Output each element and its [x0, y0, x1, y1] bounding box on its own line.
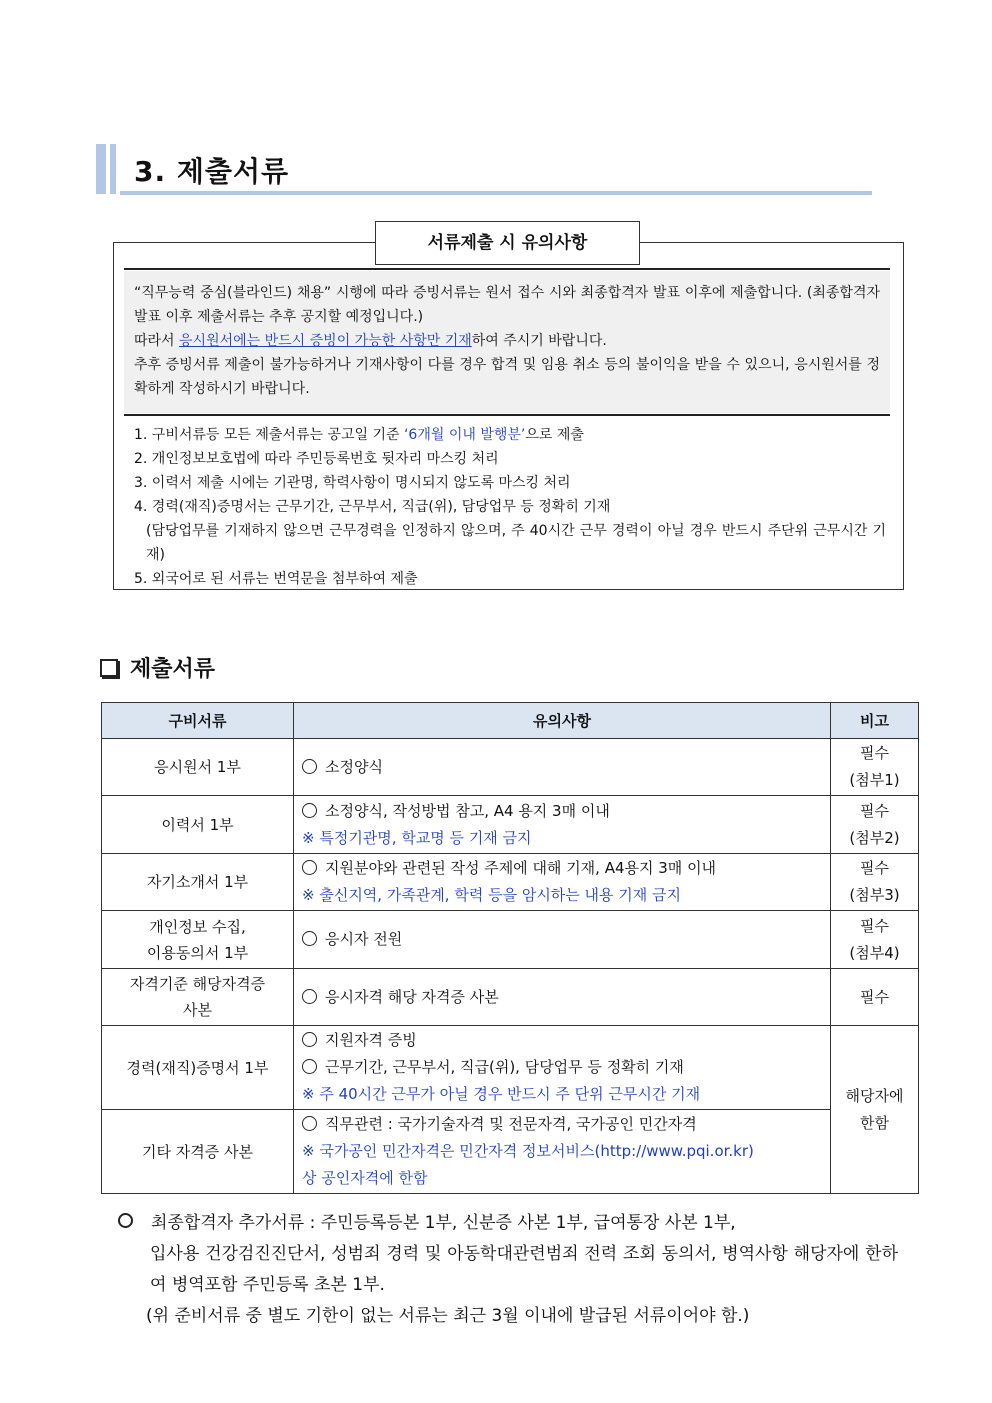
remark-cell: [831, 1026, 919, 1194]
notice-tab-title: 서류제출 시 유의사항: [375, 221, 640, 265]
text: 최종합격자 추가서류 : 주민등록등본 1부, 신분증 사본 1부, 급여통장 사본 1부,: [151, 1213, 736, 1233]
table-row: [102, 969, 919, 1026]
checkbox-square-icon: [100, 659, 118, 677]
section-title: 3. 제출서류: [134, 155, 290, 188]
warning-line: ※ 국가공인 민간자격은 민간자격 정보서비스(http://www.pqi.or.kr): [302, 1142, 754, 1160]
text: 직무관련 : 국가기술자격 및 전문자격, 국가공인 민간자격: [325, 1115, 697, 1133]
table-row: [102, 1110, 919, 1194]
circle-bullet-icon: [302, 931, 317, 946]
text: 따라서: [134, 333, 180, 349]
header-cell: 구비서류: [102, 703, 294, 739]
doc-cell: 이력서 1부: [102, 796, 294, 854]
text: 필수 (첨부4): [849, 916, 900, 962]
circle-bullet-icon: [302, 1116, 317, 1131]
text: 하여 주시기 바랍니다.: [471, 333, 607, 349]
text: 필수 (첨부1): [849, 744, 900, 789]
notes-cell: [294, 1026, 831, 1110]
table-row: [102, 739, 919, 796]
text: 1. 구비서류등 모든 제출서류는 공고일 기준: [134, 427, 404, 443]
final-parenthetical: (위 준비서류 중 별도 기한이 없는 서류는 최근 3월 이내에 발급된 서류이어야 함.): [146, 1306, 750, 1326]
warning-line: 상 공인자격에 한함: [302, 1169, 428, 1187]
notice-list: [134, 423, 894, 591]
notes-cell: [294, 796, 831, 854]
circle-bullet-icon: [302, 1059, 317, 1074]
notes-line: [302, 1111, 830, 1138]
notice-item-2: 2. 개인정보보호법에 따라 주민등록번호 뒷자리 마스킹 처리: [134, 451, 499, 467]
text: 소정양식, 작성방법 참고, A4 용지 3매 이내: [325, 801, 610, 820]
notes-line: [302, 1054, 830, 1081]
text: 자격기준 해당자격증 사본: [129, 975, 266, 1019]
doc-cell: [102, 969, 294, 1026]
circle-bullet-icon: [302, 860, 317, 875]
heading-underline: [120, 191, 872, 195]
final-note: [118, 1208, 898, 1332]
notes-line: [302, 1027, 830, 1054]
warning-line: ※ 출신지역, 가족관계, 학력 등을 암시하는 내용 기재 금지: [302, 886, 682, 904]
notice-paragraph-2: [134, 329, 880, 353]
table-row: [102, 854, 919, 911]
text: 응시자격 해당 자격증 사본: [325, 987, 499, 1006]
text: 근무기간, 근무부서, 직급(위), 담당업무 등 정확히 기재: [325, 1058, 684, 1076]
remark-cell: [831, 911, 919, 969]
notes-cell: [294, 1110, 831, 1194]
text: 응시자 전원: [325, 930, 403, 948]
section-heading: [96, 144, 872, 196]
notice-paragraph-1: “직무능력 중심(블라인드) 채용” 시행에 따라 증빙서류는 원서 접수 시와 최종합격자 발표 이후에 제출합니다. (최종합격자 발표 이후 제출서류는 추후 공지할 예정입니다.): [134, 285, 880, 325]
final-line-2: 입사용 건강검진진단서, 성범죄 경력 및 아동학대관련범죄 전력 조회 동의서, 병역사항 해당자에 한하여 병역포함 주민등록 초본 1부.: [150, 1244, 898, 1295]
final-line-1: [118, 1208, 898, 1239]
text: 해당자에 한함: [845, 1086, 904, 1132]
circle-bullet-icon: [302, 803, 317, 818]
circle-bullet-icon: [302, 989, 317, 1004]
remark-cell: [831, 796, 919, 854]
header-cell: 유의사항: [294, 703, 831, 739]
heading-accent-bar-thin: [110, 144, 116, 194]
notice-paragraph-3: 추후 증빙서류 제출이 불가능하거나 기재사항이 다를 경우 합격 및 임용 취소 등의 불이익을 받을 수 있으니, 응시원서를 정확하게 작성하시기 바랍니다.: [134, 357, 880, 397]
doc-cell: 기타 자격증 사본: [102, 1110, 294, 1194]
table-header-row: [102, 703, 919, 739]
text: 개인정보 수집, 이용동의서 1부: [146, 917, 249, 962]
notice-item-4: 4. 경력(재직)증명서는 근무기간, 근무부서, 직급(위), 담당업무 등 정확히 기재: [134, 499, 611, 515]
header-cell: 비고: [831, 703, 919, 739]
text: 지원자격 증빙: [325, 1031, 417, 1049]
notes-line: [302, 855, 830, 882]
doc-cell: [102, 911, 294, 969]
remark-cell: 필수: [831, 969, 919, 1026]
table-row: [102, 1026, 919, 1110]
notes-line: [302, 754, 830, 781]
documents-table: [101, 702, 919, 1194]
notes-cell: [294, 854, 831, 911]
notice-box: [113, 242, 904, 590]
notice-item-1: [134, 423, 894, 447]
text: 필수 (첨부3): [849, 859, 900, 904]
subheading: [100, 652, 215, 683]
notes-cell: [294, 739, 831, 796]
doc-cell: 응시원서 1부: [102, 739, 294, 796]
table-row: [102, 911, 919, 969]
divider: [124, 268, 890, 270]
notes-cell: [294, 911, 831, 969]
text: 필수 (첨부2): [849, 801, 900, 847]
remark-cell: [831, 739, 919, 796]
table-row: [102, 796, 919, 854]
divider: [124, 414, 890, 416]
warning-line: ※ 특정기관명, 학교명 등 기재 금지: [302, 828, 532, 847]
text: 지원분야와 관련된 작성 주제에 대해 기재, A4용지 3매 이내: [325, 859, 717, 877]
heading-accent-bar: [96, 144, 106, 194]
subheading-text: 제출서류: [130, 657, 216, 682]
notice-item-highlight: ‘6개월 이내 발행분’: [403, 427, 526, 443]
circle-bullet-icon: [302, 759, 317, 774]
notice-item-4-note: (담당업무를 기재하지 않으면 근무경력을 인정하지 않으며, 주 40시간 근무 경력이 아닐 경우 반드시 주단위 근무시간 기재): [146, 523, 886, 563]
warning-line: ※ 주 40시간 근무가 아닐 경우 반드시 주 단위 근무시간 기재: [302, 1085, 701, 1103]
ring-bullet-icon: [118, 1213, 133, 1228]
notes-line: [302, 798, 830, 825]
notice-intro: [124, 271, 890, 413]
notice-highlight: 응시원서에는 반드시 증빙이 가능한 사항만 기재: [179, 333, 472, 349]
notes-line: [302, 926, 830, 953]
notice-item-3: 3. 이력서 제출 시에는 기관명, 학력사항이 명시되지 않도록 마스킹 처리: [134, 475, 571, 491]
notice-item-5: 5. 외국어로 된 서류는 번역문을 첨부하여 제출: [134, 571, 418, 587]
text: 소정양식: [325, 757, 383, 776]
doc-cell: 자기소개서 1부: [102, 854, 294, 911]
notes-cell: [294, 969, 831, 1026]
text: 으로 제출: [525, 427, 584, 443]
notes-line: [302, 984, 830, 1011]
remark-cell: [831, 854, 919, 911]
circle-bullet-icon: [302, 1032, 317, 1047]
doc-cell: 경력(재직)증명서 1부: [102, 1026, 294, 1110]
